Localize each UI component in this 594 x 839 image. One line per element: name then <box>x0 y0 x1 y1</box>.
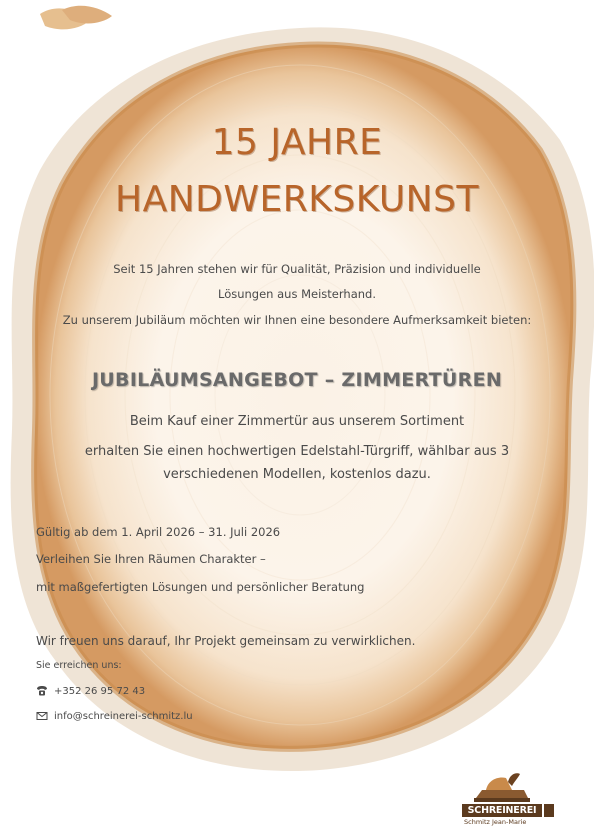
phone-icon <box>36 685 48 697</box>
character-text: Verleihen Sie Ihren Räumen Charakter – <box>36 552 266 566</box>
intro-line-3: Zu unserem Jubiläum möchten wir Ihnen eine besondere Aufmerksamkeit bieten: <box>62 313 532 327</box>
title-line-2: HANDWERKSKUNST <box>115 179 479 220</box>
contact-label: Sie erreichen uns: <box>36 660 122 671</box>
envelope-icon <box>36 710 48 722</box>
offer-line-1: Beim Kauf einer Zimmertür aus unserem Sortiment <box>129 414 465 429</box>
hand-plane-icon <box>472 770 532 804</box>
offer-line-2: erhalten Sie einen hochwertigen Edelstahl-Türgriff, wählbar aus 3 <box>84 444 510 459</box>
closing-text: Wir freuen uns darauf, Ihr Projekt gemeinsam zu verwirklichen. <box>36 634 416 648</box>
validity-text: Gültig ab dem 1. April 2026 – 31. Juli 2026 <box>36 525 281 539</box>
offer-line-3: verschiedenen Modellen, kostenlos dazu. <box>163 467 431 482</box>
email-address[interactable]: info@schreinerei-schmitz.lu <box>54 710 193 722</box>
phone-number[interactable]: +352 26 95 72 43 <box>54 685 146 697</box>
intro-line-1: Seit 15 Jahren stehen wir für Qualität, Präzision und individuelle <box>113 262 481 276</box>
intro-line-2: Lösungen aus Meisterhand. <box>218 287 376 301</box>
contact-phone[interactable] <box>36 685 145 697</box>
logo-square <box>544 804 554 817</box>
contact-email[interactable] <box>36 710 193 722</box>
logo-name: SCHREINEREI <box>462 804 542 817</box>
title-line-1: 15 JAHRE <box>211 122 383 163</box>
company-logo <box>462 770 556 830</box>
solutions-text: mit maßgefertigten Lösungen und persönlicher Beratung <box>36 580 365 594</box>
offer-title: JUBILÄUMSANGEBOT – ZIMMERTÜREN <box>91 369 503 391</box>
logo-subtitle: Schmitz Jean-Marie <box>464 818 527 826</box>
